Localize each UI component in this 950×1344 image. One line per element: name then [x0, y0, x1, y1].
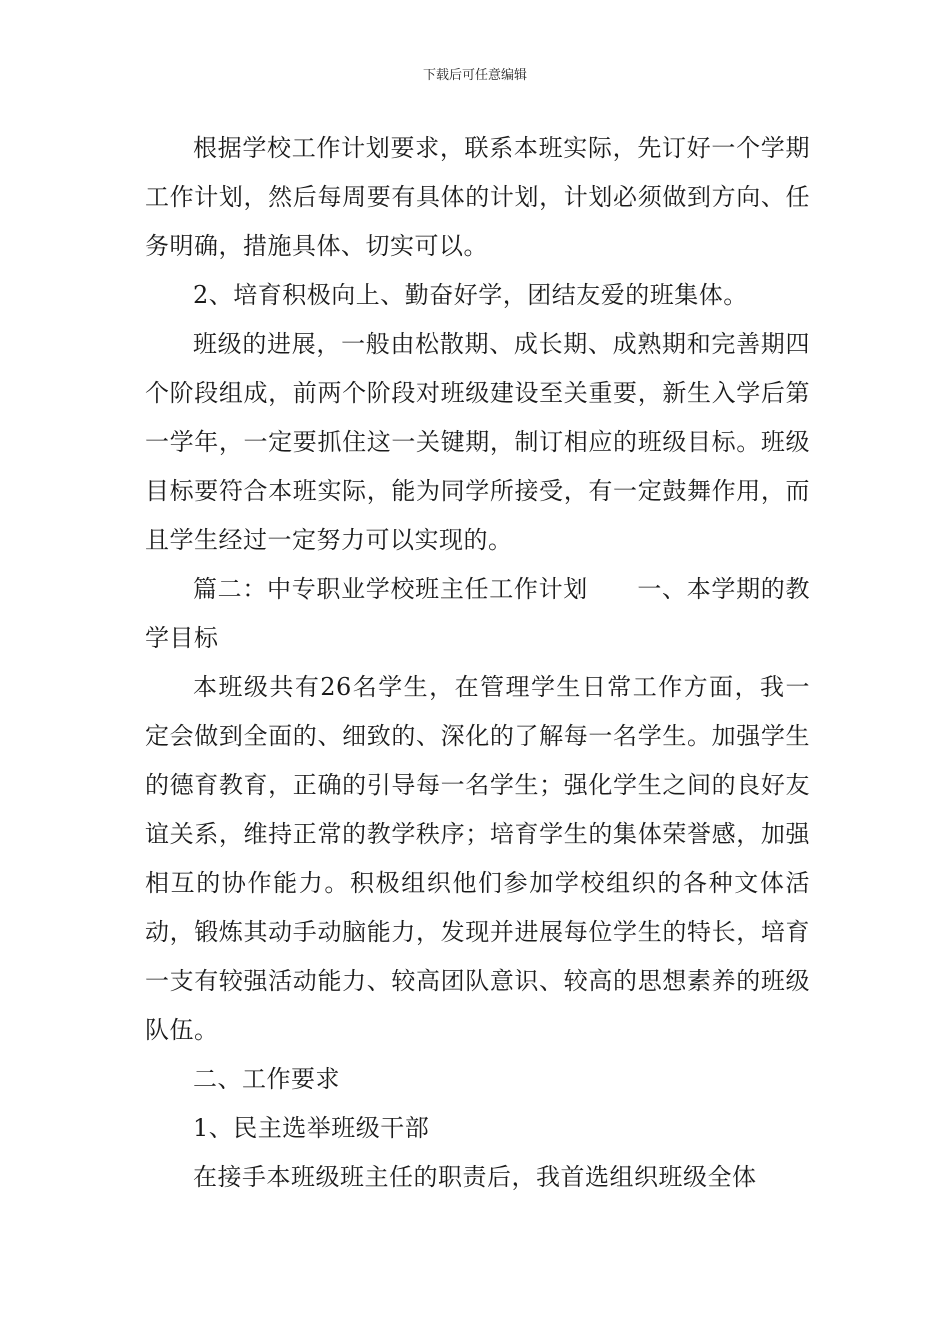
document-body — [145, 124, 810, 1202]
paragraph: 1、民主选举班级干部 — [193, 1114, 430, 1142]
paragraph: 班级的进展，一般由松散期、成长期、成熟期和完善期四个阶段组成，前两个阶段对班级建设至关重要，新生入学后第一学年，一定要抓住这一关键期，制订相应的班级目标。班级目标要符合本班实际，能为同学所接受，有一定鼓舞作用，而且学生经过一定努力可以实现的。 — [145, 330, 810, 554]
paragraph: 2、培育积极向上、勤奋好学，团结友爱的班集体。 — [193, 281, 748, 309]
page-header: 下载后可任意编辑 — [422, 68, 527, 83]
paragraph: 本班级共有26名学生，在管理学生日常工作方面，我一定会做到全面的、细致的、深化的了解每一名学生。加强学生的德育教育，正确的引导每一名学生；强化学生之间的良好友谊关系，维持正常的教学秩序；培育学生的集体荣誉感，加强相互的协作能力。积极组织他们参加学校组织的各种文体活动，锻炼其动手动脑能力，发现并进展每位学生的特长，培育一支有较强活动能力、较高团队意识、较高的思想素养的班级队伍。 — [145, 673, 810, 1044]
paragraph: 在接手本班级班主任的职责后，我首选组织班级全体 — [193, 1163, 757, 1191]
paragraph: 篇二：中专职业学校班主任工作计划 一、本学期的教学目标 — [145, 575, 810, 652]
paragraph: 二、工作要求 — [193, 1065, 340, 1093]
paragraph: 根据学校工作计划要求，联系本班实际，先订好一个学期工作计划，然后每周要有具体的计划，计划必须做到方向、任务明确，措施具体、切实可以。 — [145, 134, 810, 260]
